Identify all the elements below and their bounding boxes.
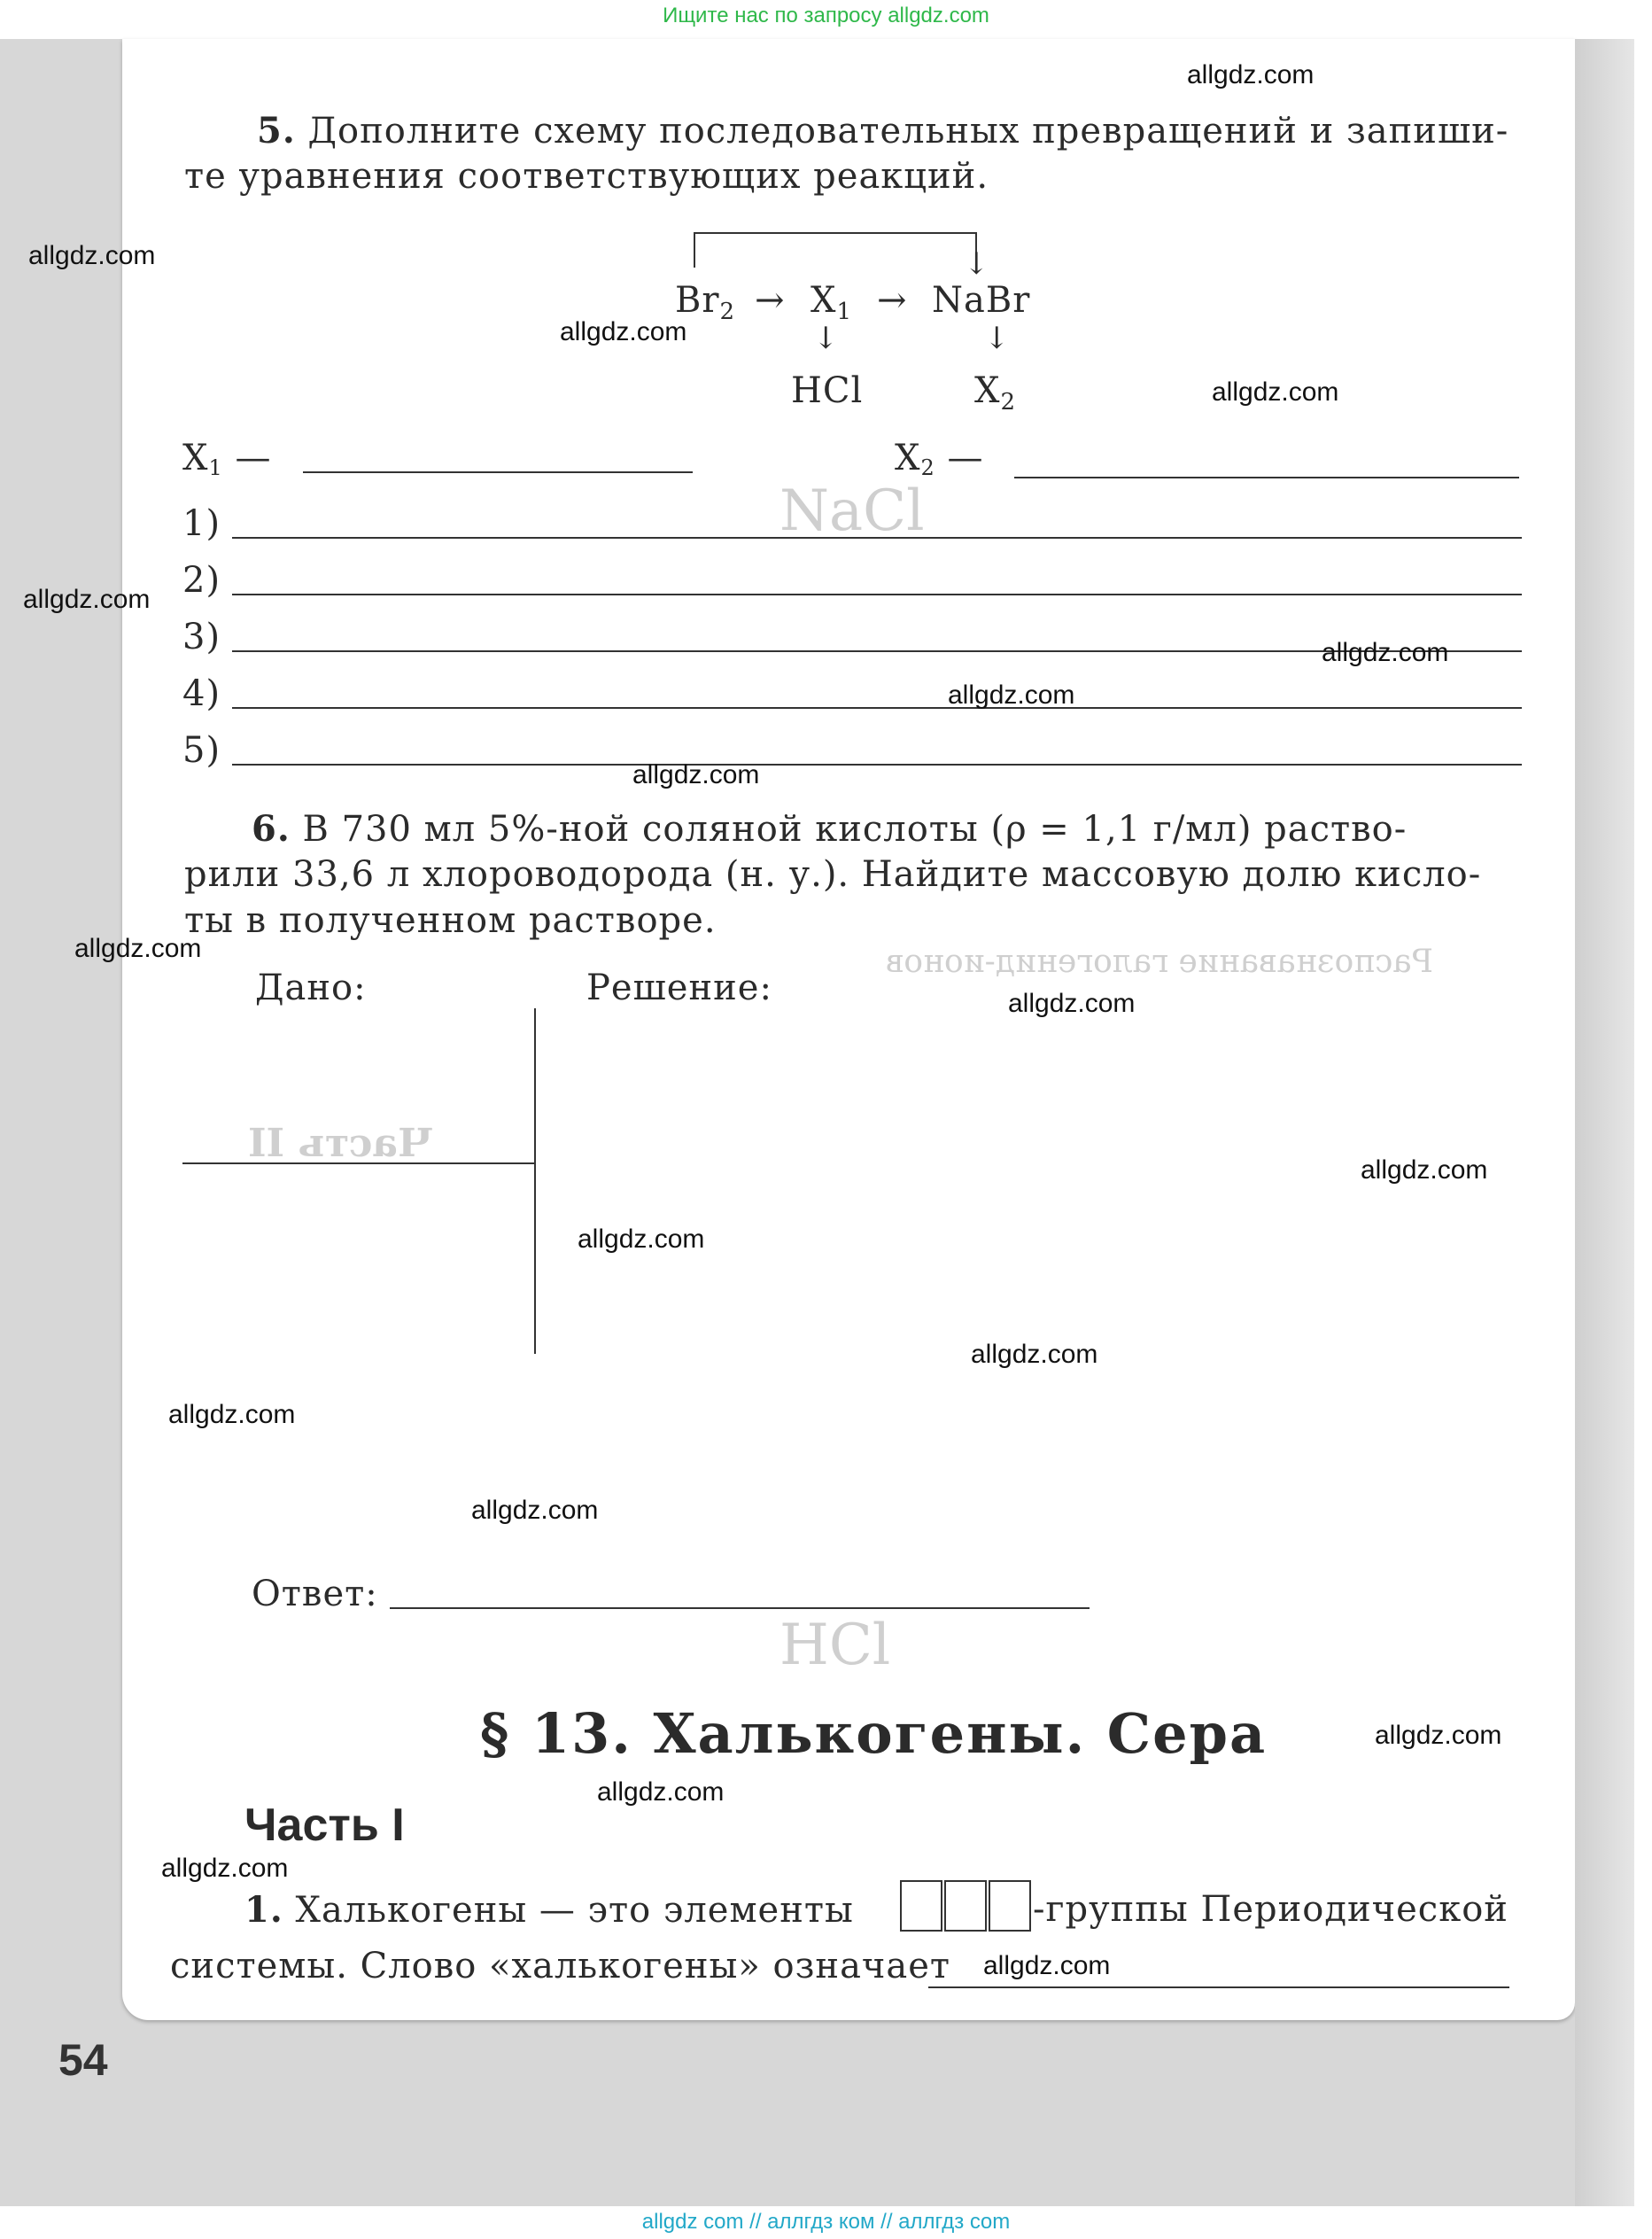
scheme-down-arrow-1: ↓ <box>813 321 840 356</box>
watermark-13: allgdz.com <box>971 1340 1098 1369</box>
show-through-hcl: HCl <box>779 1613 891 1678</box>
task1-number: 1. <box>244 1889 283 1931</box>
task5-text-line2: те уравнения соответствующих реакций. <box>184 156 989 197</box>
equation-line-1[interactable] <box>232 537 1522 539</box>
watermark-17: allgdz.com <box>597 1777 725 1807</box>
task1-text-before: Халькогены — это элементы <box>283 1890 854 1931</box>
scheme-bracket-arrow: ↓ <box>964 246 990 282</box>
group-digit-box-3[interactable] <box>989 1880 1031 1932</box>
top-banner[interactable]: Ищите нас по запросу allgdz.com <box>663 4 989 27</box>
equation-line-5[interactable] <box>232 764 1522 766</box>
watermark-6: allgdz.com <box>1322 638 1449 667</box>
watermark-1: allgdz.com <box>1187 60 1315 89</box>
scheme-arrow-2: → <box>877 280 908 321</box>
watermark-9: allgdz.com <box>74 934 202 963</box>
watermark-4: allgdz.com <box>1212 377 1339 407</box>
scheme-nabr: NaBr <box>932 280 1031 321</box>
equation-line-2[interactable] <box>232 594 1522 595</box>
task6-line1 <box>252 808 1407 850</box>
book-spine <box>1575 39 1634 2206</box>
watermark-8: allgdz.com <box>632 760 760 789</box>
bottom-banner[interactable]: allgdz com // аллгдз ком // аллгдз com <box>0 2206 1652 2239</box>
scheme-hcl: HCl <box>791 370 864 411</box>
scheme-br2: $Br_2$ <box>675 280 736 325</box>
solution-area[interactable] <box>542 1010 1516 1506</box>
task6-text-line3: ты в полученном растворе. <box>184 900 717 941</box>
task1-answer-line[interactable] <box>928 1986 1509 1988</box>
scheme-arrow-1: → <box>755 280 786 321</box>
watermark-3: allgdz.com <box>560 317 687 346</box>
watermark-19: allgdz.com <box>983 1951 1111 1980</box>
group-digit-box-2[interactable] <box>944 1880 987 1932</box>
x1-label: X1 — <box>182 438 272 480</box>
show-through-part-ii: Часть II <box>248 1121 434 1166</box>
scheme-x1: $X_1$ <box>810 280 853 325</box>
watermark-2: allgdz.com <box>28 241 156 270</box>
task1-line1-start <box>244 1889 854 1931</box>
task5-number: 5. <box>257 110 296 152</box>
task6-text-line1: В 730 мл 5%-ной соляной кислоты (ρ = 1,1 г/мл) раство- <box>290 809 1408 850</box>
watermark-11: allgdz.com <box>1361 1155 1488 1185</box>
watermark-14: allgdz.com <box>168 1400 296 1429</box>
scheme-down-arrow-2: ↓ <box>984 321 1011 356</box>
task1-text-after: -группы Периодической <box>1033 1889 1509 1930</box>
equation-label-4: 4) <box>182 673 221 714</box>
show-through-nacl: NaCl <box>779 478 925 544</box>
show-through-section: Распознавание галогенид-ионов <box>886 944 1434 980</box>
equation-label-1: 1) <box>182 503 221 544</box>
given-label: Дано: <box>255 968 367 1008</box>
equation-label-2: 2) <box>182 560 221 601</box>
watermark-18: allgdz.com <box>161 1854 289 1883</box>
scheme-x2: $X_2$ <box>974 370 1017 416</box>
watermark-7: allgdz.com <box>948 680 1075 710</box>
page-number: 54 <box>58 2035 108 2085</box>
task1-text-line2: системы. Слово «халькогены» означает <box>170 1946 951 1986</box>
section-heading: § 13. Халькогены. Сера <box>480 1701 1268 1766</box>
task5-line1 <box>257 110 1509 152</box>
x1-answer-line[interactable] <box>303 471 693 473</box>
watermark-10: allgdz.com <box>1008 989 1136 1018</box>
answer-line[interactable] <box>390 1607 1090 1609</box>
equation-label-5: 5) <box>182 730 221 771</box>
task6-text-line2: рили 33,6 л хлороводорода (н. у.). Найдите массовую долю кисло- <box>184 854 1482 895</box>
answer-label: Ответ: <box>252 1574 378 1614</box>
scheme-bracket <box>694 232 977 268</box>
x2-answer-line[interactable] <box>1014 477 1519 478</box>
watermark-5: allgdz.com <box>23 585 151 614</box>
watermark-16: allgdz.com <box>1375 1721 1502 1750</box>
group-digit-box-1[interactable] <box>900 1880 942 1932</box>
part-heading: Часть I <box>244 1800 405 1851</box>
solution-label: Решение: <box>586 968 772 1008</box>
task6-number: 6. <box>252 808 291 850</box>
equation-line-4[interactable] <box>232 707 1522 709</box>
x2-label: X2 — <box>895 438 984 480</box>
given-underline <box>182 1162 535 1164</box>
watermark-12: allgdz.com <box>578 1224 705 1254</box>
watermark-15: allgdz.com <box>471 1496 599 1525</box>
equation-label-3: 3) <box>182 617 221 657</box>
task5-text-line1: Дополните схему последовательных превращений и запиши- <box>295 111 1509 152</box>
given-solution-divider <box>534 1008 536 1354</box>
